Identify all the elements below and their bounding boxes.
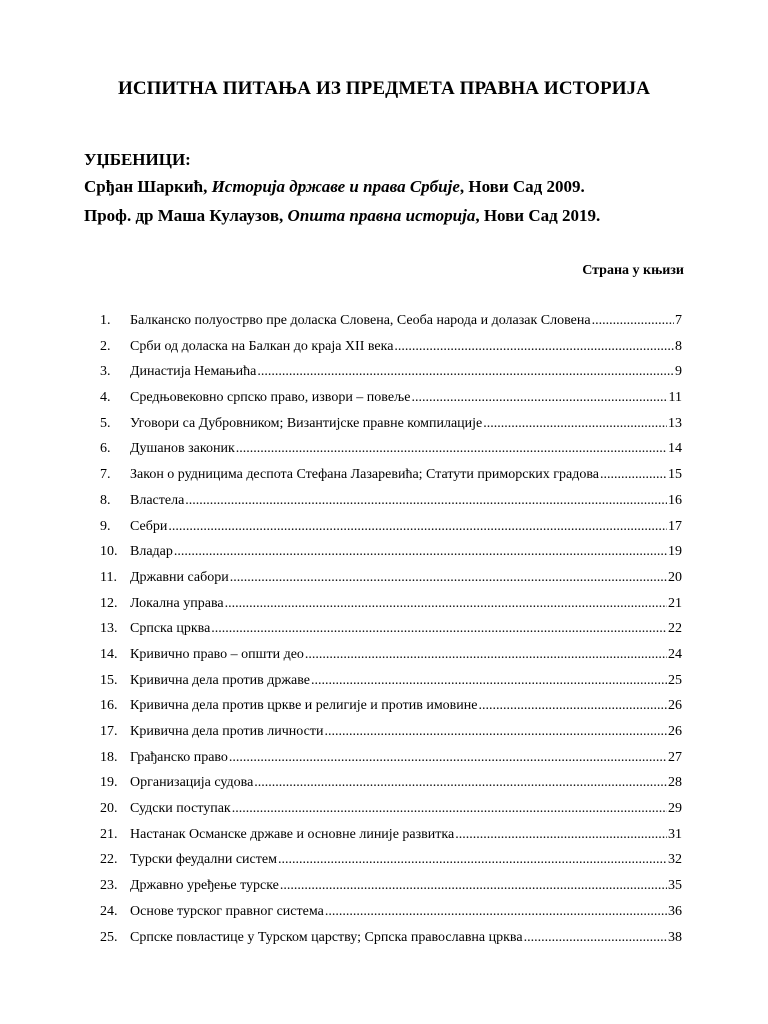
- question-text: Грађанско право: [130, 749, 228, 765]
- dot-leader: [305, 647, 667, 663]
- dot-leader: [225, 596, 667, 612]
- question-page-number: 24: [668, 646, 682, 662]
- dot-leader: [394, 339, 674, 355]
- question-row: [100, 416, 682, 442]
- question-row: [100, 750, 682, 776]
- dot-leader: [185, 493, 667, 509]
- dot-leader: [483, 416, 667, 432]
- question-page-number: 11: [668, 390, 682, 406]
- dot-leader: [229, 750, 667, 766]
- question-page-number: 14: [668, 441, 682, 457]
- question-text: Локална управа: [130, 595, 224, 611]
- question-number: 19.: [100, 775, 118, 791]
- dot-leader: [325, 904, 667, 920]
- dot-leader: [524, 930, 667, 946]
- question-row: [100, 596, 682, 622]
- question-page-number: 26: [668, 724, 682, 739]
- textbook-citation: [84, 177, 585, 197]
- question-text: Династија Немањића: [130, 364, 257, 380]
- question-page-number: 15: [668, 467, 682, 483]
- question-text: Кривична дела против цркве и религије и против имовине: [130, 698, 478, 714]
- question-row: [100, 930, 682, 956]
- question-row: [100, 544, 682, 570]
- textbook-author: Проф. др Маша Кулаузов,: [84, 206, 284, 225]
- question-text: Турски феудални систем: [130, 852, 277, 868]
- question-page-number: 28: [668, 775, 682, 791]
- question-number: 21.: [100, 826, 118, 842]
- dot-leader: [324, 724, 667, 740]
- question-page-number: 36: [668, 903, 682, 919]
- question-row: [100, 801, 682, 827]
- question-page-number: 35: [668, 878, 682, 894]
- dot-leader: [455, 827, 667, 843]
- question-page-number: 32: [668, 852, 682, 868]
- question-page-number: 19: [668, 544, 682, 560]
- question-number: 7.: [100, 467, 111, 483]
- question-row: [100, 673, 682, 699]
- question-row: [100, 878, 682, 904]
- question-number: 16.: [100, 698, 118, 714]
- question-number: 1.: [100, 313, 111, 328]
- question-page-number: 27: [668, 749, 682, 765]
- question-number: 11.: [100, 569, 117, 585]
- dot-leader: [280, 878, 667, 894]
- question-page-number: 17: [668, 518, 682, 534]
- question-page-number: 31: [668, 826, 682, 842]
- question-row: [100, 724, 682, 750]
- textbook-author: Срђан Шаркић,: [84, 177, 208, 196]
- question-row: [100, 698, 682, 724]
- question-row: [100, 904, 682, 930]
- textbook-title: Општа правна историја: [287, 206, 476, 225]
- dot-leader: [478, 698, 667, 714]
- question-text: Уговори са Дубровником; Византијске правне компилације: [130, 415, 483, 431]
- question-number: 22.: [100, 852, 118, 868]
- question-row: [100, 441, 682, 467]
- question-text: Основе турског правног система: [130, 903, 324, 919]
- question-page-number: 26: [668, 698, 682, 714]
- question-text: Кривична дела против личности: [130, 724, 324, 739]
- question-number: 14.: [100, 646, 118, 662]
- question-number: 9.: [100, 518, 111, 534]
- question-text: Властела: [130, 492, 185, 508]
- questions-list: [100, 313, 682, 955]
- question-number: 4.: [100, 390, 111, 406]
- question-page-number: 9: [675, 364, 682, 380]
- question-row: [100, 339, 682, 365]
- question-page-number: 38: [668, 929, 682, 945]
- question-row: [100, 775, 682, 801]
- question-number: 20.: [100, 801, 118, 817]
- dot-leader: [600, 467, 667, 483]
- question-text: Владар: [130, 544, 173, 560]
- textbook-publication: , Нови Сад 2009.: [459, 177, 585, 196]
- question-row: [100, 390, 682, 416]
- question-row: [100, 467, 682, 493]
- question-row: [100, 364, 682, 390]
- question-number: 17.: [100, 724, 118, 739]
- question-number: 13.: [100, 621, 118, 637]
- question-text: Организација судова: [130, 775, 254, 791]
- textbooks-heading: УЏБЕНИЦИ:: [84, 150, 191, 169]
- textbook-citation: [84, 206, 600, 226]
- question-row: [100, 647, 682, 673]
- question-number: 6.: [100, 441, 111, 457]
- dot-leader: [211, 621, 667, 637]
- dot-leader: [254, 775, 667, 791]
- question-text: Српска црква: [130, 621, 211, 637]
- question-row: [100, 519, 682, 545]
- dot-leader: [168, 519, 667, 535]
- question-text: Срби од доласка на Балкан до краја XII века: [130, 338, 394, 354]
- question-row: [100, 852, 682, 878]
- question-text: Српске повластице у Турском царству; Српска православна црква: [130, 929, 523, 945]
- textbook-publication: , Нови Сад 2019.: [475, 206, 601, 225]
- question-number: 18.: [100, 749, 118, 765]
- question-number: 10.: [100, 544, 118, 560]
- dot-leader: [592, 313, 674, 329]
- question-page-number: 22: [668, 621, 682, 637]
- question-page-number: 8: [675, 338, 682, 354]
- dot-leader: [311, 673, 667, 689]
- question-text: Себри: [130, 518, 168, 534]
- dot-leader: [236, 441, 667, 457]
- question-row: [100, 570, 682, 596]
- dot-leader: [278, 852, 667, 868]
- question-number: 23.: [100, 878, 118, 894]
- dot-leader: [257, 364, 674, 380]
- question-text: Настанак Османске државе и основне линије развитка: [130, 826, 455, 842]
- question-page-number: 21: [668, 595, 682, 611]
- question-page-number: 13: [668, 415, 682, 431]
- question-text: Душанов законик: [130, 441, 235, 457]
- dot-leader: [174, 544, 667, 560]
- question-page-number: 29: [668, 801, 682, 817]
- question-page-number: 7: [675, 313, 682, 328]
- question-number: 12.: [100, 595, 118, 611]
- textbook-title: Историја државе и права Србије: [211, 177, 460, 196]
- question-number: 24.: [100, 903, 118, 919]
- question-number: 5.: [100, 415, 111, 431]
- question-text: Закон о рудницима деспота Стефана Лазаревића; Статути приморских градова: [130, 467, 599, 483]
- dot-leader: [232, 801, 667, 817]
- question-page-number: 20: [668, 569, 682, 585]
- question-text: Судски поступак: [130, 801, 231, 817]
- question-page-number: 25: [668, 672, 682, 688]
- dot-leader: [411, 390, 667, 406]
- page-column-heading: Страна у књизи: [582, 263, 684, 278]
- question-row: [100, 313, 682, 339]
- question-text: Средњовековно српско право, извори – повеље: [130, 390, 411, 406]
- question-text: Балканско полуострво пре доласка Словена, Сеоба народа и долазак Словена: [130, 313, 591, 328]
- question-number: 15.: [100, 672, 118, 688]
- question-row: [100, 621, 682, 647]
- document-title: ИСПИТНА ПИТАЊА ИЗ ПРЕДМЕТА ПРАВНА ИСТОРИЈА: [117, 78, 651, 99]
- question-text: Државни сабори: [130, 569, 229, 585]
- question-text: Кривично право – општи део: [130, 646, 304, 662]
- question-text: Државно уређење турске: [130, 878, 279, 894]
- question-row: [100, 493, 682, 519]
- question-row: [100, 827, 682, 853]
- question-text: Кривична дела против државе: [130, 672, 310, 688]
- question-number: 2.: [100, 338, 111, 354]
- question-page-number: 16: [668, 492, 682, 508]
- question-number: 8.: [100, 492, 111, 508]
- question-number: 3.: [100, 364, 111, 380]
- dot-leader: [230, 570, 667, 586]
- question-number: 25.: [100, 929, 118, 945]
